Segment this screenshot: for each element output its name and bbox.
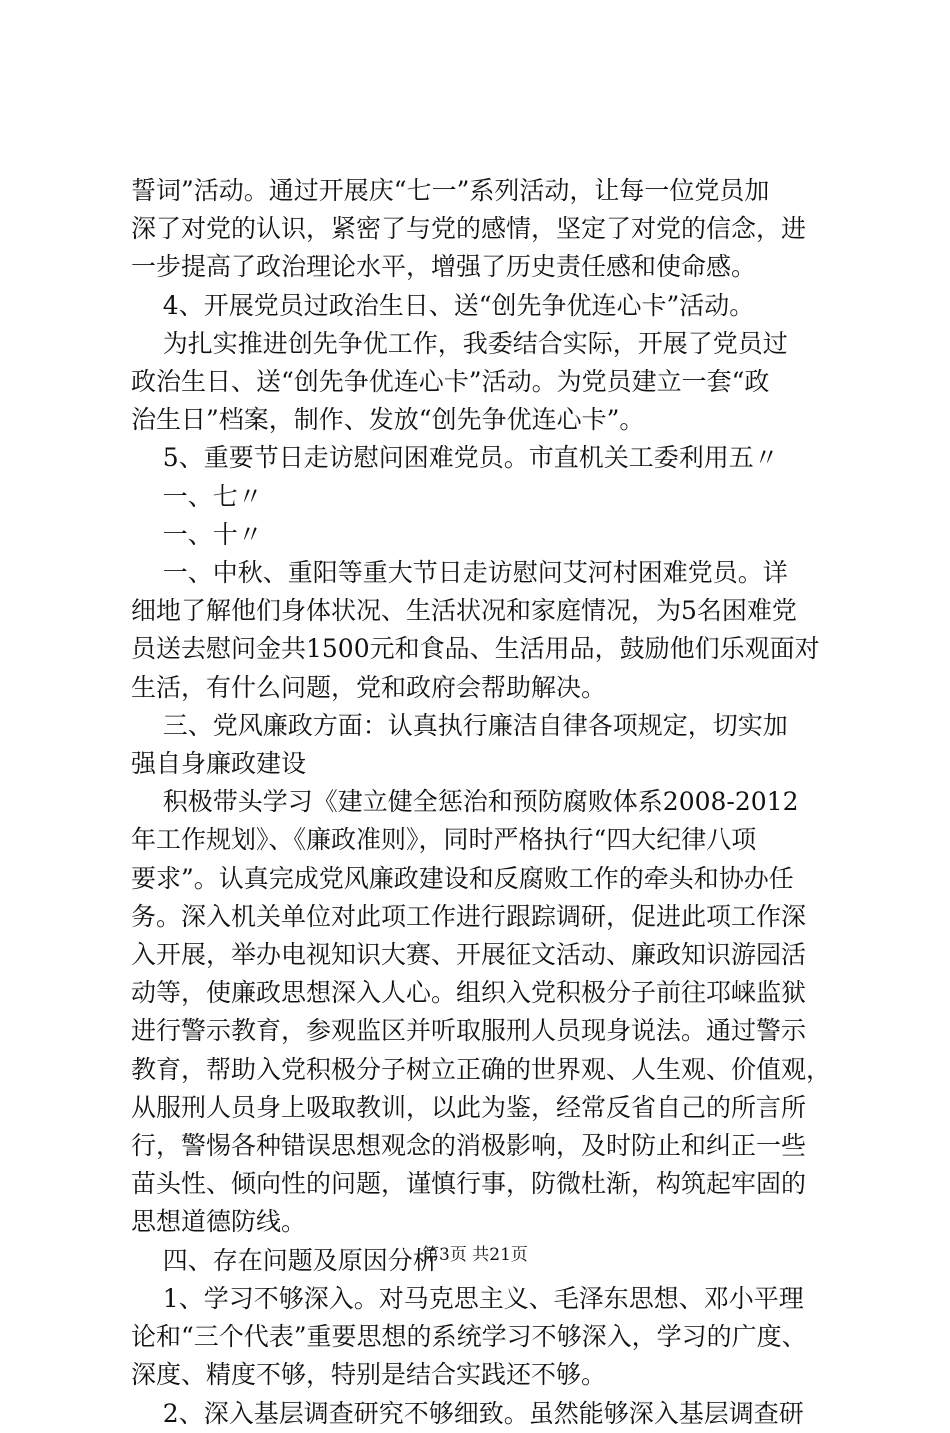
text-line: 务。深入机关单位对此项工作进行跟踪调研，促进此项工作深 [131, 901, 807, 931]
text-line: 行，警惕各种错误思想观念的消极影响，及时防止和纠正一些 [131, 1131, 807, 1161]
text-line: 生活，有什么问题，党和政府会帮助解决。 [131, 672, 607, 702]
text-line: 教育，帮助入党积极分子树立正确的世界观、人生观、价值观， [131, 1054, 832, 1084]
page-number-footer: 第3页 共21页 [422, 1245, 528, 1265]
text-line: 动等，使廉政思想深入人心。组织入党积极分子前往邛崃监狱 [131, 978, 807, 1008]
text-line: 一、七〃 [131, 481, 263, 511]
text-line: 深了对党的认识，紧密了与党的感情，坚定了对党的信念，进 [131, 214, 807, 244]
text-line: 强自身廉政建设 [131, 749, 307, 779]
text-line: 思想道德防线。 [131, 1207, 307, 1237]
text-line: 治生日”档案，制作、发放“创先争优连心卡”。 [131, 405, 645, 435]
text-line: 2、深入基层调查研究不够细致。虽然能够深入基层调查研 [131, 1398, 804, 1428]
text-line: 1、学习不够深入。对马克思主义、毛泽东思想、邓小平理 [131, 1283, 804, 1313]
text-line: 从服刑人员身上吸取教训，以此为鉴，经常反省自己的所言所 [131, 1092, 807, 1122]
text-line: 要求”。认真完成党风廉政建设和反腐败工作的牵头和协办任 [131, 863, 794, 893]
text-line: 一步提高了政治理论水平，增强了历史责任感和使命感。 [131, 252, 757, 282]
text-line: 论和“三个代表”重要思想的系统学习不够深入，学习的广度、 [131, 1322, 807, 1352]
text-line: 政治生日、送“创先争优连心卡”活动。为党员建立一套“政 [131, 367, 770, 397]
text-line: 为扎实推进创先争优工作，我委结合实际，开展了党员过 [131, 328, 788, 358]
text-line: 一、中秋、重阳等重大节日走访慰问艾河村困难党员。详 [131, 558, 788, 588]
text-line: 细地了解他们身体状况、生活状况和家庭情况，为5名困难党 [131, 596, 797, 626]
text-line: 进行警示教育，参观监区并听取服刑人员现身说法。通过警示 [131, 1016, 807, 1046]
text-line: 5、重要节日走访慰问困难党员。市直机关工委利用五〃 [131, 443, 779, 473]
text-line: 深度、精度不够，特别是结合实践还不够。 [131, 1360, 607, 1390]
text-line: 4、开展党员过政治生日、送“创先争优连心卡”活动。 [131, 290, 755, 320]
text-line: 一、十〃 [131, 519, 263, 549]
text-line: 四、存在问题及原因分析 [131, 1245, 438, 1275]
text-line: 入开展，举办电视知识大赛、开展征文活动、廉政知识游园活 [131, 940, 807, 970]
text-line: 三、党风廉政方面：认真执行廉洁自律各项规定，切实加 [131, 710, 788, 740]
text-line: 誓词”活动。通过开展庆“七一”系列活动，让每一位党员加 [131, 176, 770, 205]
text-line: 苗头性、倾向性的问题，谨慎行事，防微杜渐，构筑起牢固的 [131, 1169, 807, 1199]
text-line: 员送去慰问金共1500元和食品、生活用品，鼓励他们乐观面对 [131, 634, 820, 664]
text-line: 积极带头学习《建立健全惩治和预防腐败体系2008-2012 [131, 787, 799, 817]
text-line: 年工作规划》、《廉政准则》，同时严格执行“四大纪律八项 [131, 825, 757, 855]
